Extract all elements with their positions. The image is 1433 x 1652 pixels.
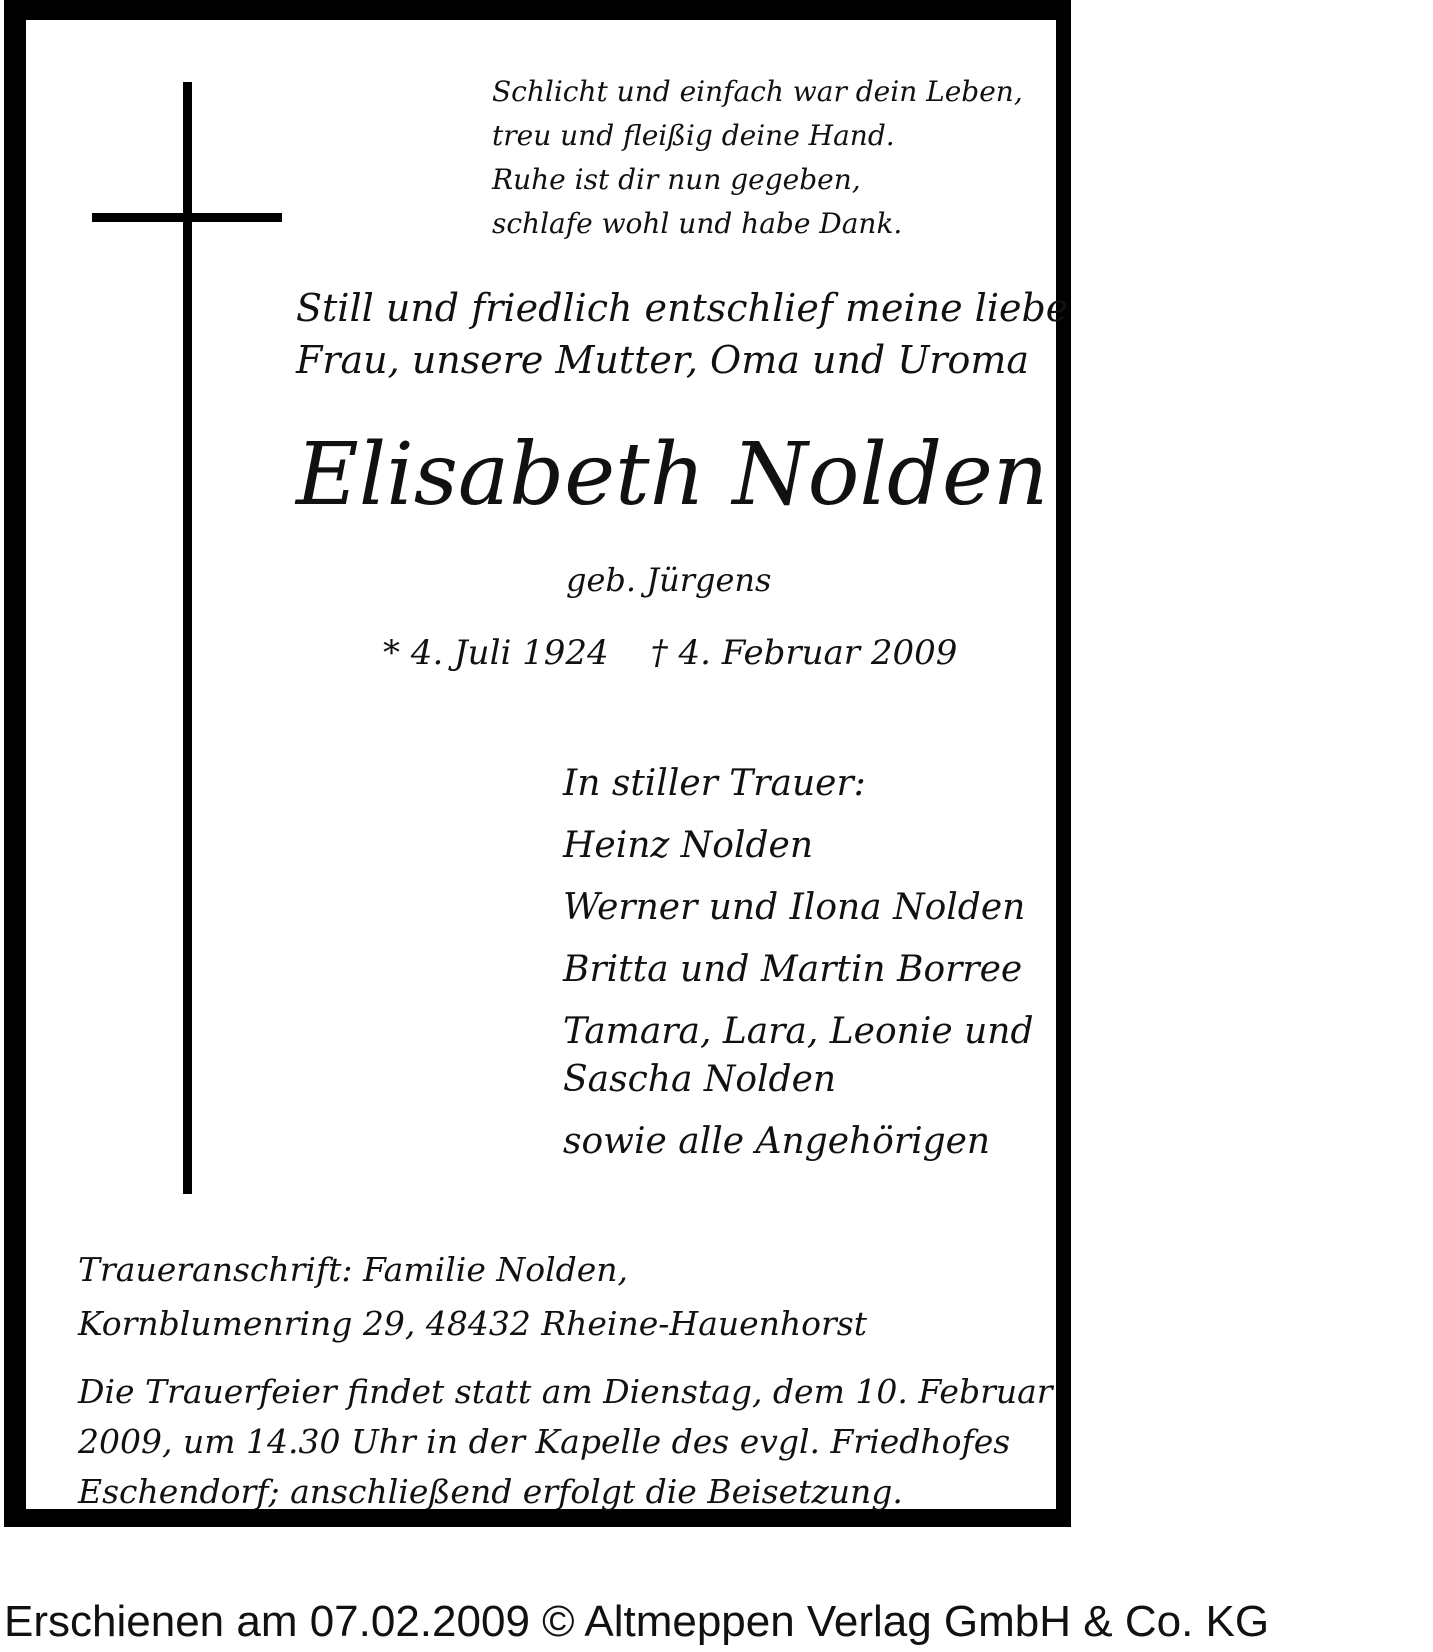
life-dates — [383, 630, 957, 676]
intro-line: Still und friedlich entschlief meine liebe — [296, 286, 1069, 330]
funeral-line: Eschendorf; anschließend erfolgt die Beisetzung. — [78, 1472, 903, 1511]
mourners-heading: In stiller Trauer: — [563, 763, 866, 804]
notice-body — [26, 20, 1069, 1511]
deceased-name: Elisabeth Nolden — [296, 425, 1049, 525]
cross-icon — [183, 82, 192, 1194]
mourner-line: Tamara, Lara, Leonie und — [563, 1011, 1034, 1052]
mourner-line: Sascha Nolden — [563, 1059, 837, 1100]
address-line: Kornblumenring 29, 48432 Rheine-Hauenhorst — [78, 1304, 868, 1343]
funeral-line: Die Trauerfeier findet statt am Dienstag, dem 10. Februar — [78, 1372, 1053, 1411]
mourner: sowie alle Angehörigen — [563, 1121, 991, 1162]
mourner: Britta und Martin Borree — [563, 949, 1023, 990]
poem-line: treu und fleißig deine Hand. — [492, 119, 895, 152]
poem — [492, 70, 1023, 246]
mourner — [563, 1008, 1034, 1104]
address-line: Traueranschrift: Familie Nolden, — [78, 1250, 629, 1289]
intro-line: Frau, unsere Mutter, Oma und Uroma — [296, 338, 1030, 382]
publication-caption: Erschienen am 07.02.2009 © Altmeppen Verlag GmbH & Co. KG — [4, 1597, 1270, 1646]
obituary-notice — [4, 0, 1071, 1527]
funeral-info — [78, 1367, 1053, 1517]
maiden-name: geb. Jürgens — [566, 561, 772, 599]
birth-date: * 4. Juli 1924 — [383, 633, 609, 673]
cross-icon-bar — [92, 213, 282, 222]
mourner: Werner und Ilona Nolden — [563, 887, 1026, 928]
funeral-line: 2009, um 14.30 Uhr in der Kapelle des evgl. Friedhofes — [78, 1422, 1011, 1461]
poem-line: schlafe wohl und habe Dank. — [492, 207, 903, 240]
poem-line: Ruhe ist dir nun gegeben, — [492, 163, 861, 196]
poem-line: Schlicht und einfach war dein Leben, — [492, 75, 1023, 108]
death-date: † 4. Februar 2009 — [650, 633, 958, 673]
mourning-address — [78, 1243, 867, 1351]
mourner: Heinz Nolden — [563, 825, 814, 866]
mourners-list — [563, 760, 1034, 1180]
intro-text — [296, 282, 1068, 386]
